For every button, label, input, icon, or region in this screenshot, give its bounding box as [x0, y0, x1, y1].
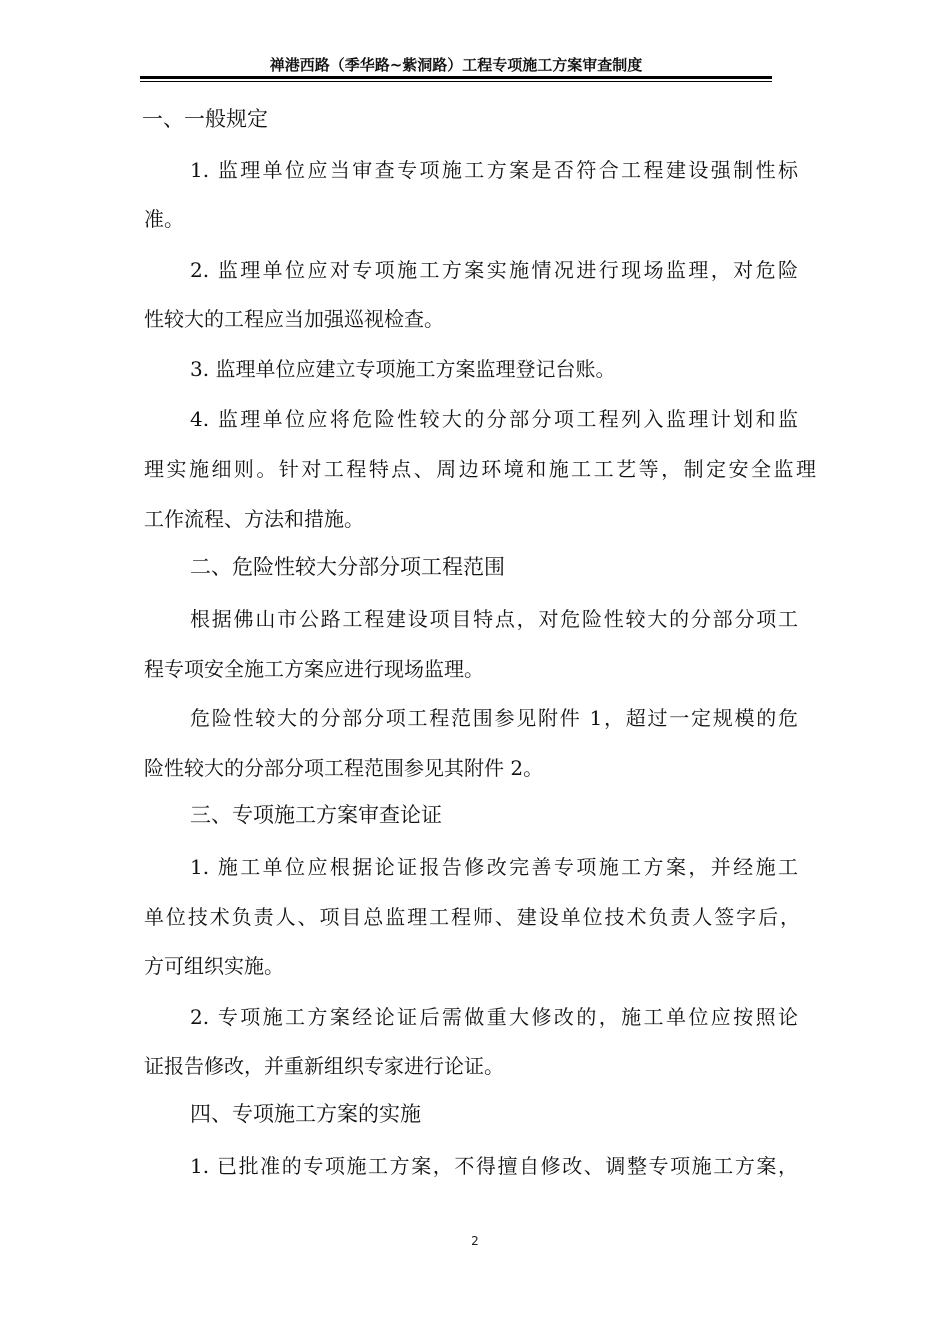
paragraph-line: 1. 监理单位应当审查专项施工方案是否符合工程建设强制性标	[190, 158, 798, 182]
paragraph-line: 单位技术负责人、项目总监理工程师、建设单位技术负责人签字后，	[144, 905, 800, 929]
paragraph-line: 程专项安全施工方案应进行现场监理。	[144, 657, 484, 681]
paragraph-line: 工作流程、方法和措施。	[144, 507, 364, 531]
header-rule-thick	[140, 76, 772, 79]
section-heading-2: 二、危险性较大分部分项工程范围	[190, 555, 505, 579]
paragraph-line: 4. 监理单位应将危险性较大的分部分项工程列入监理计划和监	[190, 407, 798, 431]
paragraph-line: 3. 监理单位应建立专项施工方案监理登记台账。	[190, 357, 616, 381]
paragraph-line: 危险性较大的分部分项工程范围参见附件 1，超过一定规模的危	[190, 706, 798, 730]
paragraph-line: 1. 已批准的专项施工方案，不得擅自修改、调整专项施工方案，	[190, 1154, 798, 1178]
paragraph-line: 理实施细则。针对工程特点、周边环境和施工工艺等，制定安全监理	[144, 457, 816, 481]
section-heading-4: 四、专项施工方案的实施	[190, 1102, 421, 1126]
section-heading-3: 三、专项施工方案审查论证	[190, 803, 442, 827]
page-number: 2	[471, 1234, 479, 1248]
paragraph-line: 根据佛山市公路工程建设项目特点，对危险性较大的分部分项工	[190, 607, 798, 631]
paragraph-line: 准。	[144, 207, 184, 231]
paragraph-line: 险性较大的分部分项工程范围参见其附件 2。	[144, 756, 544, 780]
paragraph-line: 性较大的工程应当加强巡视检查。	[144, 307, 444, 331]
paragraph-line: 2. 专项施工方案经论证后需做重大修改的，施工单位应按照论	[190, 1005, 798, 1029]
paragraph-line: 1. 施工单位应根据论证报告修改完善专项施工方案，并经施工	[190, 855, 798, 879]
paragraph-line: 证报告修改，并重新组织专家进行论证。	[144, 1054, 504, 1078]
paragraph-line: 方可组织实施。	[144, 954, 284, 978]
header-rule-thin	[140, 81, 772, 82]
running-header-title: 禅港西路（季华路~紫洞路）工程专项施工方案审查制度	[269, 56, 643, 74]
paragraph-line: 2. 监理单位应对专项施工方案实施情况进行现场监理，对危险	[190, 258, 798, 282]
section-heading-1: 一、一般规定	[142, 107, 268, 131]
